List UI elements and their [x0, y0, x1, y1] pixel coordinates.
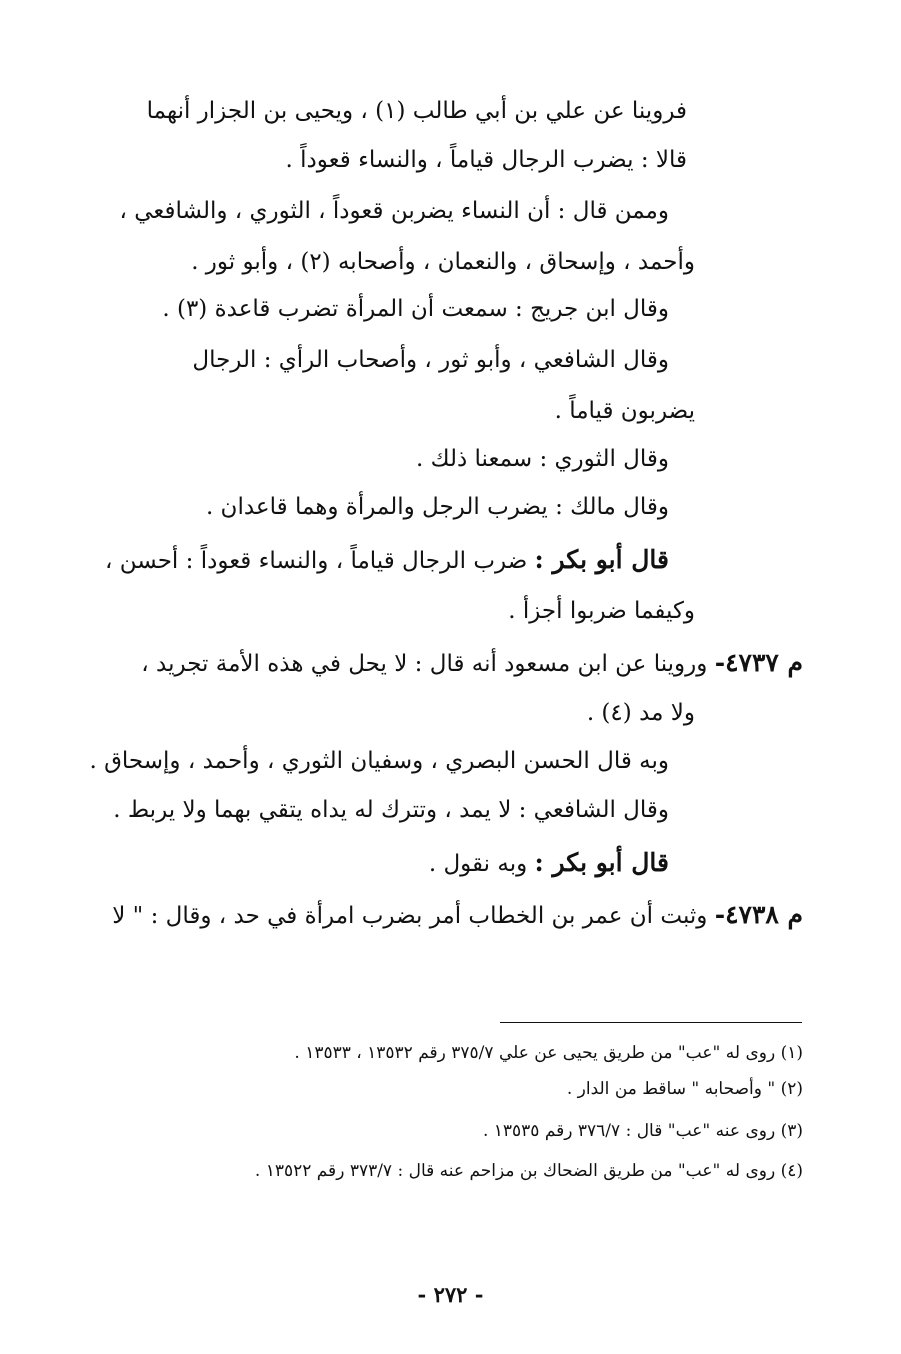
- issue-number: م ٤٧٣٨-: [714, 900, 803, 929]
- body-line: [112, 900, 803, 931]
- body-line: [141, 648, 803, 679]
- footnote: [483, 1120, 803, 1142]
- body-text: وبه نقول .: [428, 851, 528, 877]
- footnote-number: (٢): [780, 1079, 803, 1099]
- footnote-divider: [500, 1022, 802, 1023]
- footnote-text: روى له "عب" من طريق يحيى عن علي ٣٧٥/٧ رقم ١٣٥٣٢ ، ١٣٥٣٣ .: [294, 1043, 776, 1063]
- body-line: [429, 848, 669, 879]
- footnote-number: (٣): [780, 1121, 803, 1141]
- body-line: فروينا عن علي بن أبي طالب (١) ، ويحيى بن الجزار أنهما: [146, 98, 687, 124]
- issue-number: م ٤٧٣٧-: [714, 648, 803, 677]
- body-line: وأحمد ، وإسحاق ، والنعمان ، وأصحابه (٢) ، وأبو ثور .: [191, 249, 695, 275]
- body-line: وقال الثوري : سمعنا ذلك .: [415, 446, 669, 472]
- footnote-text: " وأصحابه " ساقط من الدار .: [566, 1079, 776, 1099]
- speaker-label: قال أبو بكر :: [534, 848, 669, 877]
- body-line: وبه قال الحسن البصري ، وسفيان الثوري ، وأحمد ، وإسحاق .: [89, 748, 669, 774]
- body-line: وقال ابن جريج : سمعت أن المرأة تضرب قاعدة (٣) .: [162, 296, 669, 322]
- body-line: [105, 545, 669, 576]
- footnote: [567, 1078, 803, 1100]
- body-line: قالا : يضرب الرجال قياماً ، والنساء قعوداً .: [285, 147, 687, 173]
- body-line: وقال الشافعي : لا يمد ، وتترك له يداه يتقي بهما ولا يربط .: [113, 797, 669, 823]
- footnote: [255, 1160, 803, 1182]
- body-line: وكيفما ضربوا أجزأ .: [508, 598, 695, 624]
- body-text: وروينا عن ابن مسعود أنه قال : لا يحل في هذه الأمة تجريد ،: [141, 651, 708, 677]
- body-line: وقال مالك : يضرب الرجل والمرأة وهما قاعدان .: [205, 494, 669, 520]
- footnote-number: (١): [780, 1043, 803, 1063]
- footnote-text: روى عنه "عب" قال : ٣٧٦/٧ رقم ١٣٥٣٥ .: [482, 1121, 776, 1141]
- body-line: ولا مد (٤) .: [586, 700, 695, 726]
- page-number: - ٢٧٢ -: [417, 1282, 484, 1307]
- footnote: [294, 1042, 803, 1064]
- body-text: وثبت أن عمر بن الخطاب أمر بضرب امرأة في حد ، وقال : " لا: [112, 903, 708, 929]
- footnote-number: (٤): [780, 1161, 803, 1181]
- footnote-text: روى له "عب" من طريق الضحاك بن مزاحم عنه قال : ٣٧٣/٧ رقم ١٣٥٢٢ .: [254, 1161, 776, 1181]
- body-line: وقال الشافعي ، وأبو ثور ، وأصحاب الرأي : الرجال: [192, 347, 669, 373]
- body-text: ضرب الرجال قياماً ، والنساء قعوداً : أحسن ،: [104, 548, 528, 574]
- speaker-label: قال أبو بكر :: [534, 545, 669, 574]
- body-line: وممن قال : أن النساء يضربن قعوداً ، الثوري ، والشافعي ،: [119, 198, 669, 224]
- body-line: يضربون قياماً .: [554, 398, 695, 424]
